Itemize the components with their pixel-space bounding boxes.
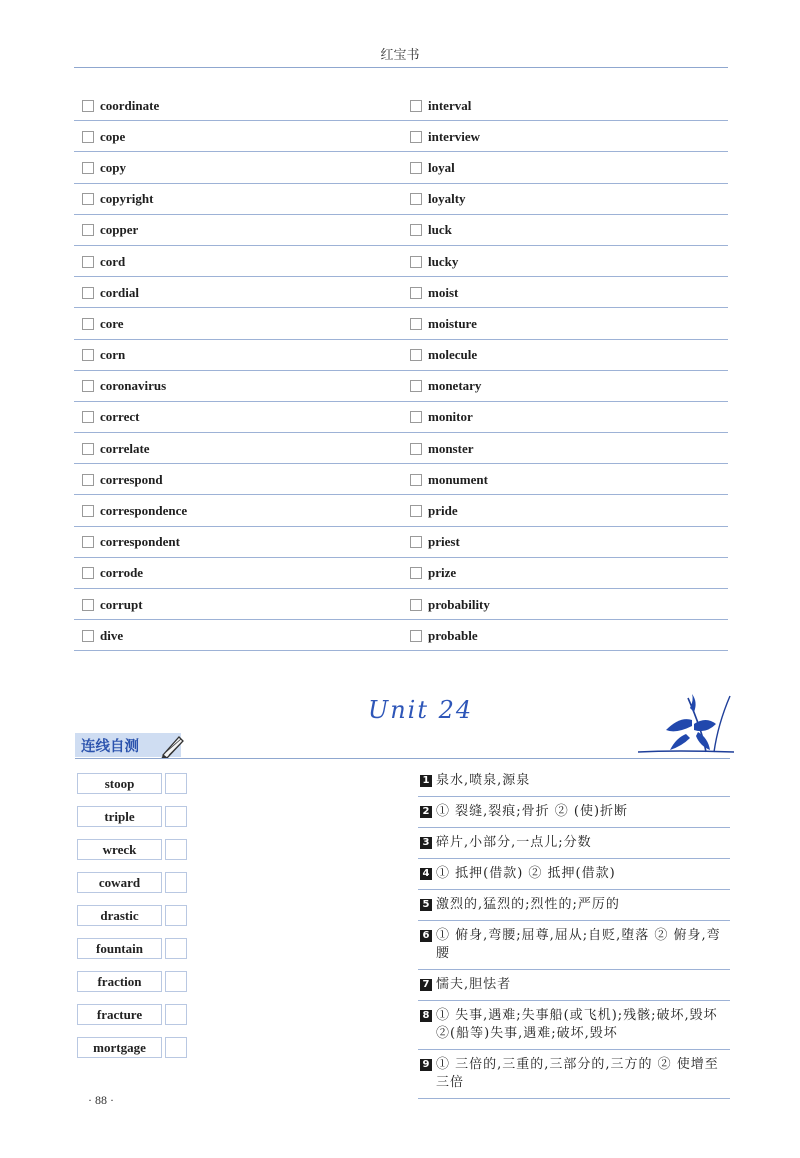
- vocab-row: [74, 558, 728, 589]
- vocab-item: [410, 464, 488, 495]
- vocab-row: [74, 121, 728, 152]
- checkbox-icon[interactable]: [410, 318, 422, 330]
- vocab-word: cordial: [100, 284, 139, 300]
- vocab-item: [410, 121, 480, 152]
- match-answer-box[interactable]: [165, 938, 187, 959]
- checkbox-icon[interactable]: [410, 443, 422, 455]
- vocab-word: corrupt: [100, 596, 143, 612]
- vocab-word: probable: [428, 627, 478, 643]
- vocab-item: [410, 527, 460, 558]
- vocab-row: [74, 402, 728, 433]
- vocab-row: [74, 620, 728, 651]
- vocab-row: [74, 495, 728, 526]
- vocab-word: prize: [428, 565, 457, 581]
- vocab-row: [74, 90, 728, 121]
- vocab-word: corn: [100, 347, 126, 363]
- checkbox-icon[interactable]: [82, 100, 94, 112]
- checkbox-icon[interactable]: [410, 193, 422, 205]
- vocab-row: [74, 371, 728, 402]
- vocab-item: [410, 620, 478, 651]
- vocab-word: interval: [428, 97, 472, 113]
- checkbox-icon[interactable]: [410, 474, 422, 486]
- vocab-word: dive: [100, 627, 124, 643]
- checkbox-icon[interactable]: [410, 131, 422, 143]
- match-word: coward: [77, 872, 162, 893]
- checkbox-icon[interactable]: [410, 380, 422, 392]
- vocab-word: monetary: [428, 378, 482, 394]
- vocab-word: correspond: [100, 471, 163, 487]
- section-label-text: 连线自测: [81, 738, 139, 755]
- vocab-row: [74, 340, 728, 371]
- match-word: fracture: [77, 1004, 162, 1025]
- vocab-word: probability: [428, 596, 490, 612]
- definition-text: 激烈的,猛烈的;烈性的;严厉的: [436, 897, 620, 912]
- vocab-item: [82, 433, 150, 464]
- match-word: wreck: [77, 839, 162, 860]
- definition-item: [418, 766, 730, 797]
- vocab-word: monument: [428, 471, 488, 487]
- vocab-word: lucky: [428, 253, 459, 269]
- checkbox-icon[interactable]: [410, 287, 422, 299]
- definition-number: 4: [420, 868, 432, 880]
- vocab-row: [74, 246, 728, 277]
- match-word: fraction: [77, 971, 162, 992]
- vocab-item: [82, 152, 126, 183]
- definition-item: [418, 1001, 730, 1050]
- checkbox-icon[interactable]: [82, 380, 94, 392]
- vocab-item: [410, 433, 474, 464]
- vocab-word: priest: [428, 534, 460, 550]
- vocab-word: moisture: [428, 315, 477, 331]
- vocab-word: pride: [428, 503, 458, 519]
- vocab-item: [410, 495, 458, 526]
- vocab-item: [410, 184, 466, 215]
- checkbox-icon[interactable]: [82, 193, 94, 205]
- checkbox-icon[interactable]: [82, 411, 94, 423]
- checkbox-icon[interactable]: [410, 162, 422, 174]
- vocab-item: [82, 340, 125, 371]
- definition-text: ① 俯身,弯腰;屈尊,屈从;自贬,堕落 ② 俯身,弯腰: [436, 928, 721, 961]
- vocab-item: [82, 215, 138, 246]
- vocab-item: [410, 340, 477, 371]
- orchid-ink-icon: [636, 690, 736, 756]
- definition-text: ① 失事,遇难;失事船(或飞机);残骸;破坏,毁坏 ②(船等)失事,遇难;破坏,毁坏: [436, 1008, 718, 1041]
- vocab-item: [82, 558, 143, 589]
- match-word: mortgage: [77, 1037, 162, 1058]
- checkbox-icon[interactable]: [82, 567, 94, 579]
- vocab-word: loyalty: [428, 191, 466, 207]
- checkbox-icon[interactable]: [410, 505, 422, 517]
- checkbox-icon[interactable]: [82, 630, 94, 642]
- match-word: stoop: [77, 773, 162, 794]
- match-answer-box[interactable]: [165, 806, 187, 827]
- vocab-item: [82, 464, 163, 495]
- vocab-word: interview: [428, 128, 480, 144]
- vocab-word: molecule: [428, 347, 478, 363]
- definition-number: 1: [420, 775, 432, 787]
- page-header-title: 红宝书: [380, 47, 420, 62]
- vocab-item: [82, 308, 124, 339]
- vocab-word: luck: [428, 222, 452, 238]
- checkbox-icon[interactable]: [410, 349, 422, 361]
- vocab-word: moist: [428, 284, 459, 300]
- match-answer-box[interactable]: [165, 1037, 187, 1058]
- vocab-row: [74, 277, 728, 308]
- page-number: · 88 ·: [88, 1093, 114, 1107]
- checkbox-icon[interactable]: [410, 224, 422, 236]
- checkbox-icon[interactable]: [82, 318, 94, 330]
- vocab-item: [82, 527, 180, 558]
- definition-item: [418, 859, 730, 890]
- vocab-row: [74, 308, 728, 339]
- definition-number: 8: [420, 1010, 432, 1022]
- vocabulary-checklist: [74, 90, 728, 651]
- vocab-item: [82, 495, 187, 526]
- definition-text: ① 裂缝,裂痕;骨折 ② (使)折断: [436, 804, 629, 819]
- vocab-item: [410, 246, 458, 277]
- vocab-word: monster: [428, 440, 474, 456]
- vocab-item: [82, 620, 123, 651]
- vocab-word: copyright: [100, 191, 154, 207]
- match-answer-box[interactable]: [165, 905, 187, 926]
- checkbox-icon[interactable]: [410, 411, 422, 423]
- vocab-item: [82, 90, 159, 121]
- checkbox-icon[interactable]: [410, 630, 422, 642]
- checkbox-icon[interactable]: [82, 599, 94, 611]
- checkbox-icon[interactable]: [82, 474, 94, 486]
- vocab-word: correspondent: [100, 534, 180, 550]
- section-divider: [75, 758, 730, 759]
- definition-number: 5: [420, 899, 432, 911]
- definition-text: 泉水,喷泉,源泉: [436, 773, 531, 788]
- checkbox-icon[interactable]: [82, 224, 94, 236]
- vocab-item: [82, 184, 153, 215]
- checkbox-icon[interactable]: [410, 100, 422, 112]
- match-answer-box[interactable]: [165, 1004, 187, 1025]
- vocab-word: correct: [100, 409, 140, 425]
- vocab-row: [74, 184, 728, 215]
- definition-item: [418, 890, 730, 921]
- match-answer-box[interactable]: [165, 773, 187, 794]
- vocab-word: monitor: [428, 409, 473, 425]
- definition-item: [418, 828, 730, 859]
- vocab-word: corrode: [100, 565, 144, 581]
- vocab-item: [410, 402, 473, 433]
- vocab-item: [410, 90, 471, 121]
- checkbox-icon[interactable]: [82, 131, 94, 143]
- match-answer-box[interactable]: [165, 971, 187, 992]
- definition-item: [418, 970, 730, 1001]
- checkbox-icon[interactable]: [82, 349, 94, 361]
- match-word: triple: [77, 806, 162, 827]
- vocab-item: [410, 277, 458, 308]
- vocab-row: [74, 589, 728, 620]
- vocab-word: correspondence: [100, 503, 188, 519]
- definition-text: ① 抵押(借款) ② 抵押(借款): [436, 866, 616, 881]
- checkbox-icon[interactable]: [410, 536, 422, 548]
- match-word: fountain: [77, 938, 162, 959]
- vocab-item: [410, 152, 455, 183]
- definition-item: [418, 1050, 730, 1099]
- section-label: [75, 733, 181, 757]
- vocab-word: correlate: [100, 440, 150, 456]
- checkbox-icon[interactable]: [82, 443, 94, 455]
- pencil-icon: [157, 731, 187, 759]
- definition-number: 9: [420, 1059, 432, 1071]
- vocab-row: [74, 215, 728, 246]
- vocab-row: [74, 527, 728, 558]
- definition-item: [418, 797, 730, 828]
- checkbox-icon[interactable]: [82, 287, 94, 299]
- definition-number: 7: [420, 979, 432, 991]
- vocab-row: [74, 433, 728, 464]
- vocab-word: copper: [100, 222, 139, 238]
- match-answer-box[interactable]: [165, 839, 187, 860]
- definition-text: 懦夫,胆怯者: [436, 977, 512, 992]
- checkbox-icon[interactable]: [410, 567, 422, 579]
- vocab-word: loyal: [428, 159, 455, 175]
- checkbox-icon[interactable]: [82, 536, 94, 548]
- checkbox-icon[interactable]: [410, 256, 422, 268]
- vocab-item: [82, 277, 139, 308]
- matching-definition-list: [418, 766, 730, 1099]
- vocab-word: copy: [100, 159, 126, 175]
- match-answer-box[interactable]: [165, 872, 187, 893]
- definition-item: [418, 921, 730, 970]
- vocab-item: [410, 308, 477, 339]
- definition-text: 碎片,小部分,一点儿;分数: [436, 835, 592, 850]
- vocab-item: [410, 371, 481, 402]
- vocab-word: cord: [100, 253, 126, 269]
- definition-text: ① 三倍的,三重的,三部分的,三方的 ② 使增至三倍: [436, 1057, 719, 1090]
- vocab-item: [82, 402, 139, 433]
- definition-number: 6: [420, 930, 432, 942]
- checkbox-icon[interactable]: [82, 256, 94, 268]
- vocab-word: coordinate: [100, 97, 160, 113]
- vocab-item: [410, 589, 490, 620]
- vocab-row: [74, 152, 728, 183]
- checkbox-icon[interactable]: [82, 505, 94, 517]
- vocab-word: coronavirus: [100, 378, 167, 394]
- definition-number: 3: [420, 837, 432, 849]
- vocab-item: [82, 246, 125, 277]
- vocab-item: [410, 215, 452, 246]
- match-word: drastic: [77, 905, 162, 926]
- header-divider: [74, 67, 728, 68]
- vocab-item: [82, 371, 166, 402]
- vocab-item: [410, 558, 456, 589]
- vocab-row: [74, 464, 728, 495]
- vocab-word: cope: [100, 128, 126, 144]
- unit-title: Unit 24: [368, 696, 474, 724]
- vocab-word: core: [100, 315, 124, 331]
- vocab-item: [82, 121, 125, 152]
- checkbox-icon[interactable]: [82, 162, 94, 174]
- checkbox-icon[interactable]: [410, 599, 422, 611]
- vocab-item: [82, 589, 143, 620]
- definition-number: 2: [420, 806, 432, 818]
